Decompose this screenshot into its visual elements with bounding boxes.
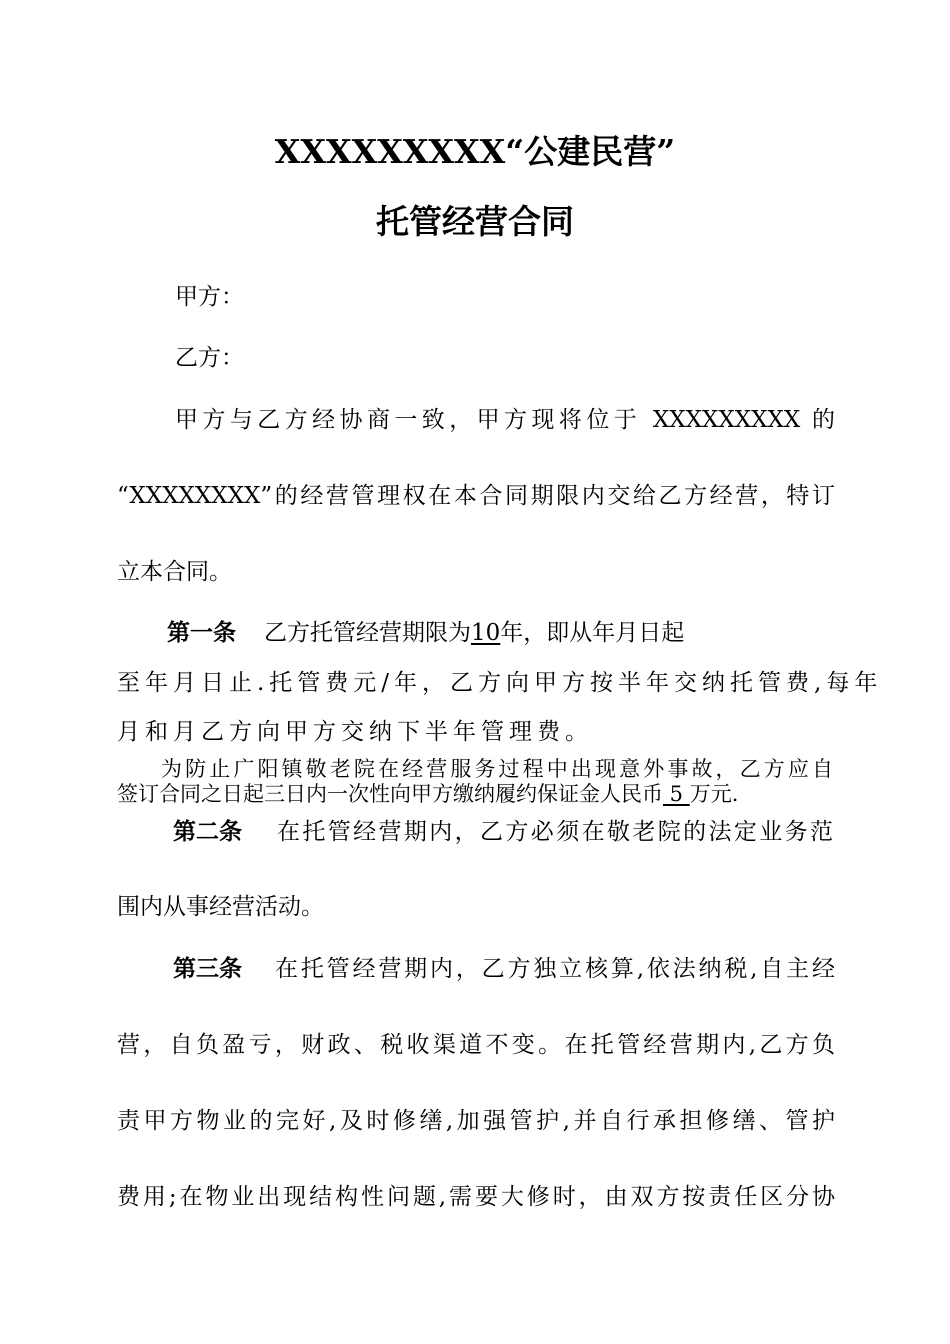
- article3-heading: 第三条: [173, 955, 242, 982]
- article2-text-1: 在托管经营期内，乙方必须在敬老院的法定业务范: [277, 819, 833, 845]
- article3-line-3: 责甲方物业的完好,及时修缮,加强管护,并自行承担修缮、管护: [117, 1108, 835, 1134]
- article1-line-2: 至年月日止.托管费元/年，乙方向甲方按半年交纳托管费,每年: [117, 670, 883, 696]
- article2-line-1: [173, 818, 833, 846]
- article3-line-4: 费用;在物业出现结构性问题,需要大修时，由双方按责任区分协: [117, 1184, 835, 1210]
- article3-text-1: 在托管经营期内，乙方独立核算,依法纳税,自主经: [275, 956, 835, 982]
- article2-line-2: 围内从事经营活动。: [117, 894, 324, 920]
- article1-note-1: 为防止广阳镇敬老院在经营服务过程中出现意外事故，乙方应自: [161, 757, 833, 781]
- article1-note-2-text: 签订合同之日起三日内一次性向甲方缴纳履约保证金人民币: [117, 782, 663, 806]
- article1-heading: 第一条: [167, 619, 236, 646]
- article1-line-3: 月和月乙方向甲方交纳下半年管理费。: [117, 719, 593, 745]
- contract-title-line1: XXXXXXXXX“公建民营”: [274, 132, 676, 171]
- party-a-label: 甲方：: [175, 284, 244, 310]
- article1-term-text-2: 年，即从年月日起: [500, 620, 685, 646]
- article1-deposit-amount: 5: [663, 782, 690, 806]
- article1-term-text: 乙方托管经营期限为: [264, 620, 471, 646]
- article1-term-years: 10: [471, 620, 501, 646]
- intro-line-3: 立本合同。: [117, 559, 232, 585]
- contract-title-line2: 托管经营合同: [376, 202, 574, 241]
- article1-note-2: [117, 782, 738, 806]
- intro-line-2: “XXXXXXXX”的经营管理权在本合同期限内交给乙方经营，特订: [117, 483, 835, 509]
- party-b-label: 乙方：: [175, 345, 244, 371]
- article1-note-2-unit: 万元.: [689, 782, 739, 806]
- intro-line-1: 甲方与乙方经协商一致，甲方现将位于 XXXXXXXXX 的: [175, 407, 835, 433]
- article2-heading: 第二条: [173, 818, 242, 845]
- article3-line-2: 营，自负盈亏，财政、税收渠道不变。在托管经营期内,乙方负: [117, 1032, 835, 1058]
- article1-line-1: [167, 619, 684, 647]
- article3-line-1: [173, 955, 835, 983]
